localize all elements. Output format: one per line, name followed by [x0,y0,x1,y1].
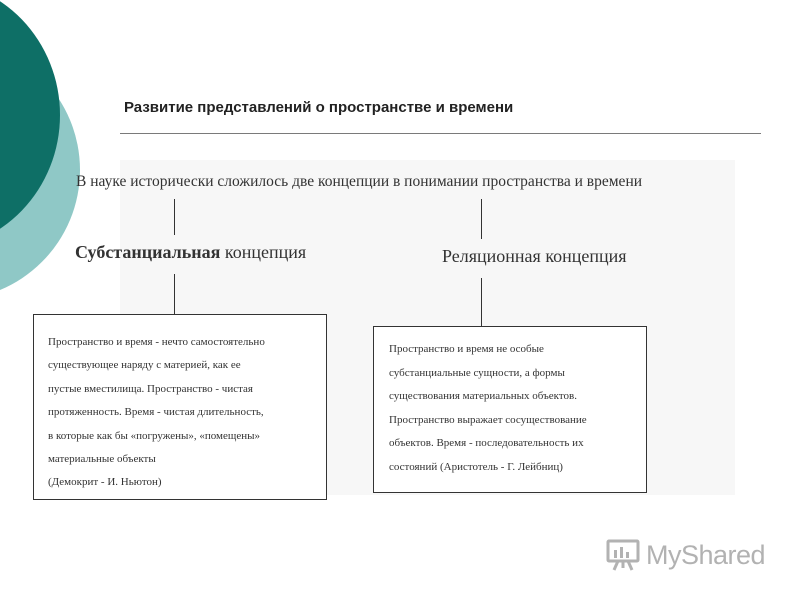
relational-concept-box [373,326,647,493]
title-divider [120,133,761,134]
relational-concept-heading: Реляционная концепция [442,246,627,266]
relational-concept-line: состояний (Аристотель - Г. Лейбниц) [389,460,563,473]
relational-concept-line: существования материальных объектов. [389,390,577,402]
relational-concept-line: объектов. Время - последовательность их [389,437,584,449]
relational-concept-line: Пространство и время не особые [389,343,544,355]
substantial-concept-box [33,314,327,500]
substantial-concept-heading-bold: Субстанциальная [75,242,221,262]
substantial-concept-heading-rest: концепция [220,242,307,262]
substantial-concept-line: пустые вместилища. Пространство - чистая [48,382,253,395]
substantial-concept-line: существующее наряду с материей, как ее [48,359,241,372]
relational-concept-line: Пространство выражает сосуществование [389,413,587,426]
page-title: Развитие представлений о пространстве и времени [124,99,514,116]
connector-line-right-lower [481,278,482,326]
substantial-concept-heading [75,242,306,263]
substantial-concept-line: (Демокрит - И. Ньютон) [48,476,162,489]
myshared-logo-text: MyShared [646,539,766,570]
connector-line-left-upper [174,199,175,235]
substantial-concept-line: в которые как бы «погружены», «помещены» [48,429,261,442]
relational-concept-line: субстанциальные сущности, а формы [389,366,565,379]
connector-line-left-lower [174,274,175,314]
substantial-concept-line: материальные объекты [48,453,156,466]
substantial-concept-line: Пространство и время - нечто самостоятельно [48,336,265,348]
substantial-concept-line: протяженность. Время - чистая длительность, [48,406,264,419]
presentation-board-icon [606,538,640,572]
intro-text: В науке исторически сложилось две концепции в понимании пространства и времени [76,173,643,190]
myshared-watermark [606,538,765,572]
connector-line-right-upper [481,199,482,239]
